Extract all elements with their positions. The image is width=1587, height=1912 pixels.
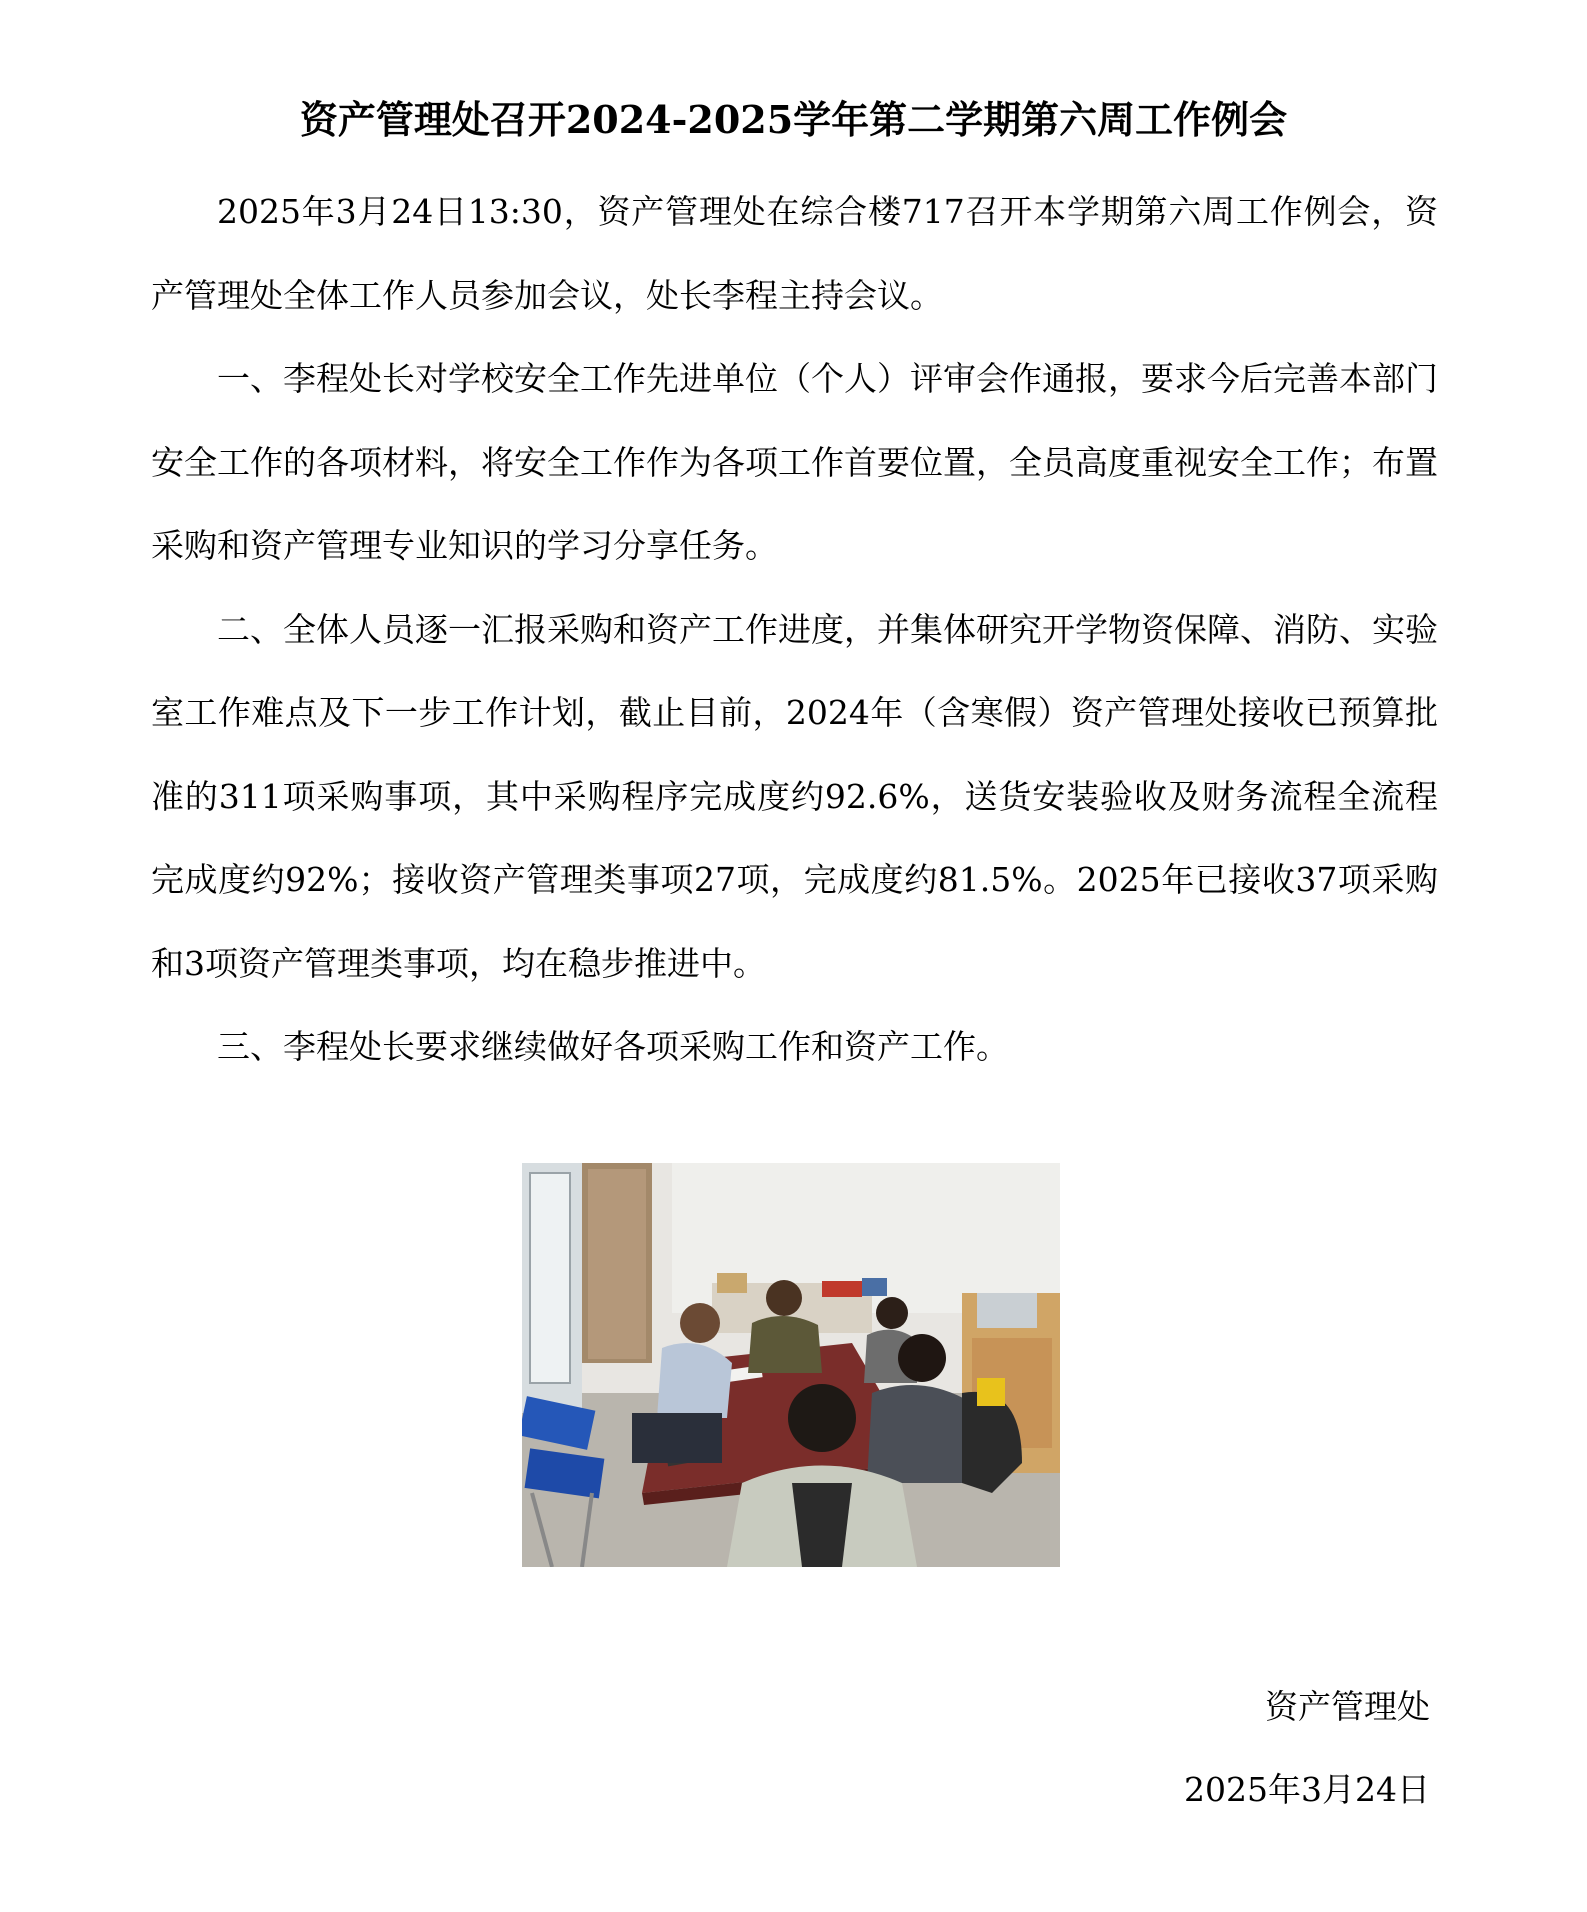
meeting-photo-illustration <box>522 1163 1060 1567</box>
document-body <box>151 170 1438 1089</box>
meeting-photo <box>522 1163 1060 1567</box>
document-title: 资产管理处召开2024-2025学年第二学期第六周工作例会 <box>299 97 1288 142</box>
signature-organization: 资产管理处 <box>1265 1687 1430 1726</box>
paragraph-item-3: 三、李程处长要求继续做好各项采购工作和资产工作。 <box>217 1027 1009 1066</box>
signature-date: 2025年3月24日 <box>1184 1770 1430 1809</box>
paragraph-item-1: 一、李程处长对学校安全工作先进单位（个人）评审会作通报，要求今后完善本部门安全工作的各项材料，将安全工作作为各项工作首要位置，全员高度重视安全工作；布置采购和资产管理专业知识的学习分享任务。 <box>151 359 1438 565</box>
paragraph-intro: 2025年3月24日13:30，资产管理处在综合楼717召开本学期第六周工作例会，资产管理处全体工作人员参加会议，处长李程主持会议。 <box>151 192 1438 315</box>
paragraph-item-2: 二、全体人员逐一汇报采购和资产工作进度，并集体研究开学物资保障、消防、实验室工作难点及下一步工作计划，截止目前，2024年（含寒假）资产管理处接收已预算批准的311项采购事项，其中采购程序完成度约92.6%，送货安装验收及财务流程全流程完成度约92%；接收资产管理类事项27项，完成度约81.5%。2025年已接收37项采购和3项资产管理类事项，均在稳步推进中。 <box>151 609 1438 983</box>
